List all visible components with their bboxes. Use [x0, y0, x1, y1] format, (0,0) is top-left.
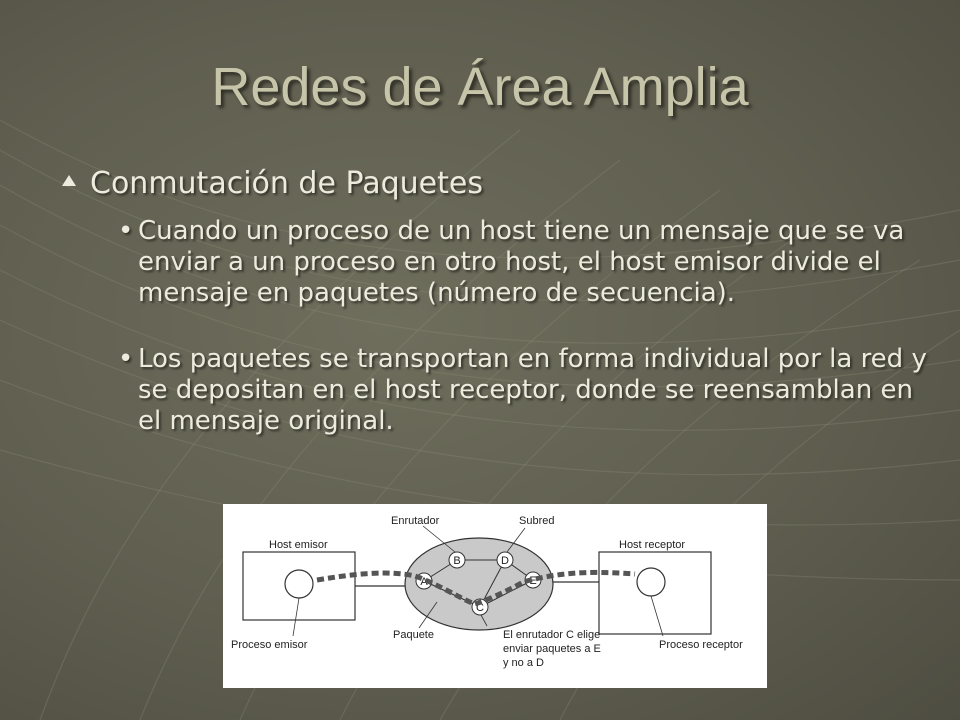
router-note-line-2: enviar paquetes a E: [503, 643, 601, 655]
bullet-dot: •: [118, 216, 134, 246]
host-receiver-label: Host receptor: [619, 539, 686, 551]
host-sender-label: Host emisor: [269, 539, 328, 551]
svg-text:D: D: [501, 555, 509, 567]
bullet-item: [112, 344, 938, 437]
process-sender-label: Proceso emisor: [231, 639, 308, 651]
subnet-label: Subred: [519, 515, 555, 527]
heading-text: Conmutación de Paquetes: [90, 166, 483, 201]
process-receiver-label: Proceso receptor: [659, 639, 743, 651]
svg-text:E: E: [529, 575, 537, 587]
bullet-dot: •: [118, 344, 134, 374]
packet-label: Paquete: [393, 629, 434, 641]
router-label: Enrutador: [391, 515, 440, 527]
slide-title: Redes de Área Amplia: [211, 57, 749, 117]
router-note-line-3: y no a D: [503, 657, 544, 669]
svg-text:C: C: [476, 602, 484, 614]
triangle-bullet-icon: [62, 175, 76, 186]
heading-item: [62, 166, 922, 201]
router-B: [449, 552, 465, 568]
router-note-line-1: El enrutador C elige: [503, 629, 601, 641]
svg-text:A: A: [420, 576, 428, 588]
svg-text:B: B: [453, 555, 461, 567]
bullet-text: Cuando un proceso de un host tiene un mensaje que se va enviar a un proceso en otro host, el host emisor divide el mensaje en paquetes (número de secuencia).: [138, 216, 905, 308]
receiver-process-circle: [637, 568, 665, 596]
sender-process-circle: [285, 570, 313, 598]
packet-switching-diagram: [223, 504, 767, 688]
router-D: [497, 552, 513, 568]
bullet-text: Los paquetes se transportan en forma individual por la red y se depositan en el host receptor, donde se reensamblan en el mensaje original.: [138, 344, 927, 436]
bullet-item: [112, 216, 938, 309]
